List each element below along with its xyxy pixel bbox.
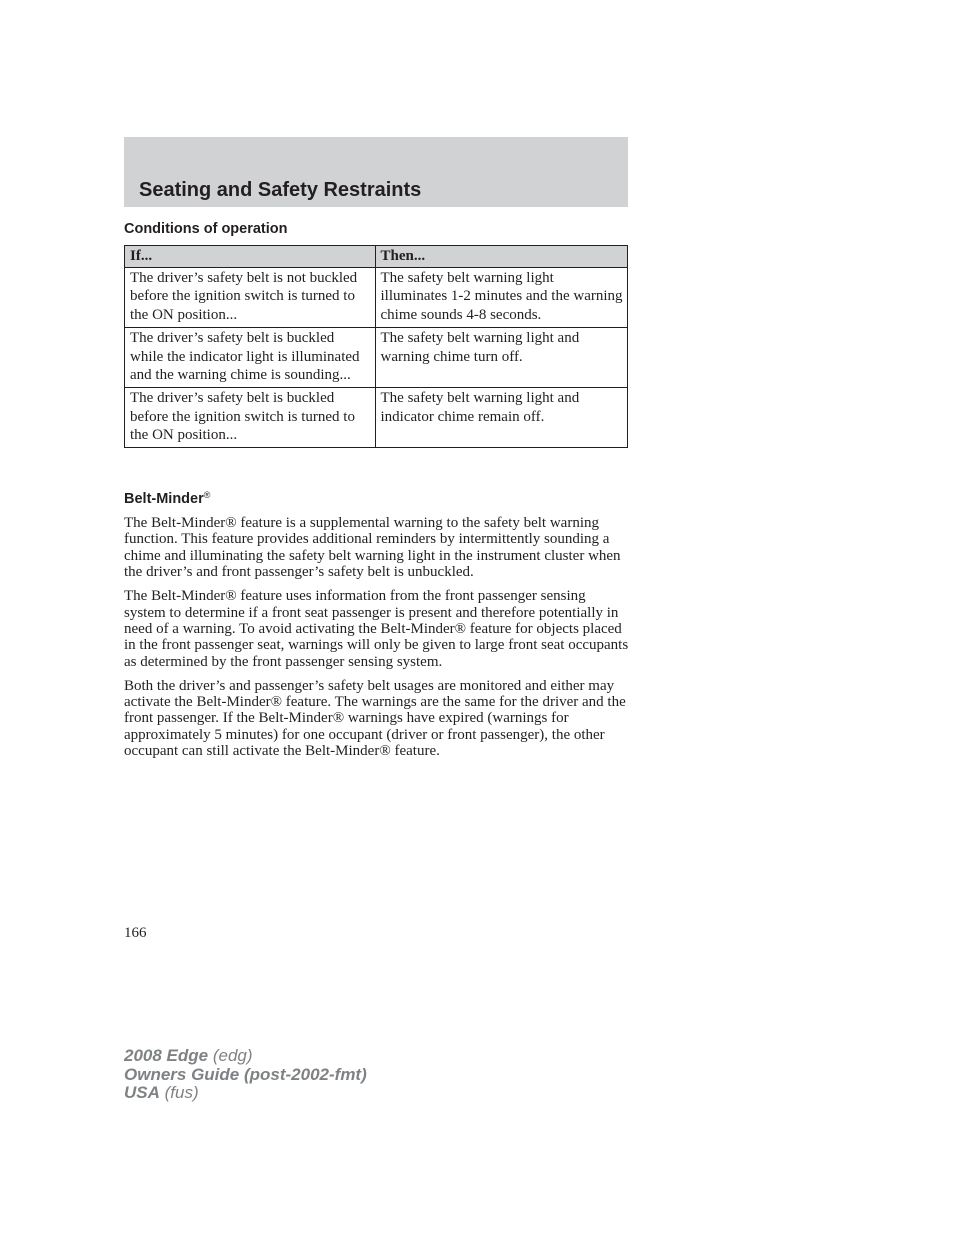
column-header-if: If...	[125, 246, 376, 268]
table-cell-if: The driver’s safety belt is buckled while the indicator light is illuminated and the warning chime is sounding...	[125, 327, 376, 387]
table-row	[125, 387, 628, 447]
page-number: 166	[124, 925, 147, 941]
footer-model-code: (edg)	[208, 1046, 253, 1065]
document-footer	[124, 1047, 367, 1103]
table-cell-then: The safety belt warning light and indicator chime remain off.	[375, 387, 628, 447]
belt-minder-heading	[124, 490, 210, 507]
table-cell-then: The safety belt warning light illuminates 1-2 minutes and the warning chime sounds 4-8 seconds.	[375, 267, 628, 327]
footer-line-model	[124, 1047, 367, 1066]
table-row	[125, 267, 628, 327]
table-cell-then: The safety belt warning light and warning chime turn off.	[375, 327, 628, 387]
conditions-heading: Conditions of operation	[124, 221, 288, 237]
footer-line-market	[124, 1084, 367, 1103]
paragraph: The Belt-Minder® feature is a supplemental warning to the safety belt warning function. This feature provides additional reminders by intermittently sounding a chime and illuminating the safety belt warning light in the instrument cluster when the driver’s and front passenger’s safety belt is unbuckled.	[124, 515, 621, 581]
belt-minder-body	[124, 515, 630, 767]
paragraph: The Belt-Minder® feature uses information from the front passenger sensing system to determine if a front seat passenger is present and therefore potentially in need of a warning. To avoid activating the Belt-Minder® feature for objects placed in the front passenger seat, warnings will only be given to large front seat occupants as determined by the front passenger sensing system.	[124, 588, 629, 670]
section-title: Seating and Safety Restraints	[139, 179, 422, 201]
table-cell-if: The driver’s safety belt is not buckled before the ignition switch is turned to the ON position...	[125, 267, 376, 327]
footer-market: USA	[124, 1083, 160, 1102]
belt-minder-heading-text: Belt-Minder	[124, 491, 204, 507]
registered-mark: ®	[203, 490, 211, 500]
paragraph: Both the driver’s and passenger’s safety belt usages are monitored and either may activate the Belt-Minder® feature. The warnings are the same for the driver and the front passenger. If the Belt-Minder® warnings have expired (warnings for approximately 5 minutes) for one occupant (driver or front passenger), the other occupant can still activate the Belt-Minder® feature.	[124, 677, 626, 760]
table-cell-if: The driver’s safety belt is buckled before the ignition switch is turned to the ON position...	[125, 387, 376, 447]
footer-market-code: (fus)	[159, 1083, 199, 1102]
column-header-then: Then...	[375, 246, 628, 268]
table-header-row	[125, 246, 628, 268]
footer-model: 2008 Edge	[124, 1046, 209, 1065]
section-header-band	[124, 137, 628, 207]
footer-guide: Owners Guide (post-2002-fmt)	[124, 1064, 367, 1084]
conditions-table	[124, 245, 628, 448]
table-row	[125, 327, 628, 387]
